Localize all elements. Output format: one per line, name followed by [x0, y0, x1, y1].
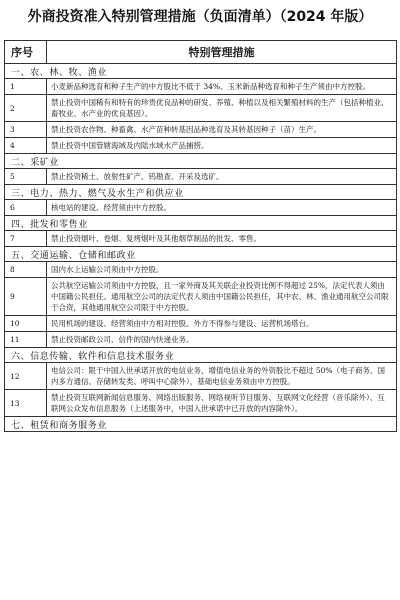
table-row — [5, 79, 397, 95]
table-row — [5, 262, 397, 278]
item-number: 8 — [5, 262, 47, 278]
table-row — [5, 231, 397, 247]
section-heading: 五、交通运输、仓储和邮政业 — [5, 247, 397, 262]
item-number: 9 — [5, 278, 47, 316]
item-text: 禁止投资中国稀有和特有的珍贵优良品种的研发、养殖、种植以及相关繁殖材料的生产（包括种植业、畜牧业、水产业的优良基因）。 — [47, 95, 397, 122]
item-number: 11 — [5, 332, 47, 348]
section-row — [5, 348, 397, 363]
item-number: 10 — [5, 316, 47, 332]
table-row — [5, 200, 397, 216]
table-row — [5, 138, 397, 154]
item-number: 3 — [5, 122, 47, 138]
item-text: 小麦新品种选育和种子生产的中方股比不低于 34%、玉米新品种选育和种子生产须由中方控股。 — [47, 79, 397, 95]
header-measures: 特别管理措施 — [47, 41, 397, 64]
item-number: 6 — [5, 200, 47, 216]
item-text: 电信公司：限于中国入世承诺开放的电信业务，增值电信业务的外资股比不超过 50%（电子商务、国内多方通信、存储转发类、呼叫中心除外），基础电信业务须由中方控股。 — [47, 363, 397, 390]
item-number: 2 — [5, 95, 47, 122]
section-heading: 一、农、林、牧、渔业 — [5, 64, 397, 79]
item-text: 禁止投资中国管辖海域及内陆水域水产品捕捞。 — [47, 138, 397, 154]
table-row — [5, 95, 397, 122]
item-text: 禁止投资稀土、放射性矿产、钨勘查、开采及选矿。 — [47, 169, 397, 185]
negative-list-table — [4, 40, 397, 432]
header-no: 序号 — [5, 41, 47, 64]
page-title: 外商投资准入特别管理措施（负面清单）（2024 年版） — [27, 9, 373, 25]
item-text: 国内水上运输公司须由中方控股。 — [47, 262, 397, 278]
item-number: 7 — [5, 231, 47, 247]
item-text: 核电站的建设、经营须由中方控股。 — [47, 200, 397, 216]
item-text: 禁止投资互联网新闻信息服务、网络出版服务、网络视听节目服务、互联网文化经营（音乐除外）、互联网公众发布信息服务（上述服务中，中国入世承诺中已开放的内容除外）。 — [47, 390, 397, 417]
item-text: 公共航空运输公司须由中方控股，且一家外商及其关联企业投资比例不得超过 25%，法定代表人须由中国籍公民担任。通用航空公司的法定代表人须由中国籍公民担任，其中农、林、渔业通用航空公司限于合资，其他通用航空公司限于中方控股。 — [47, 278, 397, 316]
item-text: 禁止投资烟叶、卷烟、复烤烟叶及其他烟草制品的批发、零售。 — [47, 231, 397, 247]
section-heading: 六、信息传输、软件和信息技术服务业 — [5, 348, 397, 363]
table-row — [5, 390, 397, 417]
section-heading: 四、批发和零售业 — [5, 216, 397, 231]
section-row — [5, 154, 397, 169]
item-number: 12 — [5, 363, 47, 390]
item-text: 民用机场的建设、经营须由中方相对控股。外方不得参与建设、运营机场塔台。 — [47, 316, 397, 332]
item-text: 禁止投资邮政公司、信件的国内快递业务。 — [47, 332, 397, 348]
table-row — [5, 363, 397, 390]
section-heading: 七、租赁和商务服务业 — [5, 417, 397, 432]
item-text: 禁止投资农作物、种畜禽、水产苗种转基因品种选育及其转基因种子（苗）生产。 — [47, 122, 397, 138]
section-row — [5, 185, 397, 200]
item-number: 1 — [5, 79, 47, 95]
section-heading: 二、采矿业 — [5, 154, 397, 169]
item-number: 5 — [5, 169, 47, 185]
table-row — [5, 169, 397, 185]
item-number: 13 — [5, 390, 47, 417]
item-number: 4 — [5, 138, 47, 154]
section-row — [5, 417, 397, 432]
section-row — [5, 247, 397, 262]
table-row — [5, 316, 397, 332]
table-row — [5, 122, 397, 138]
table-row — [5, 278, 397, 316]
table-header-row — [5, 41, 397, 64]
section-heading: 三、电力、热力、燃气及水生产和供应业 — [5, 185, 397, 200]
table-row — [5, 332, 397, 348]
section-row — [5, 64, 397, 79]
section-row — [5, 216, 397, 231]
